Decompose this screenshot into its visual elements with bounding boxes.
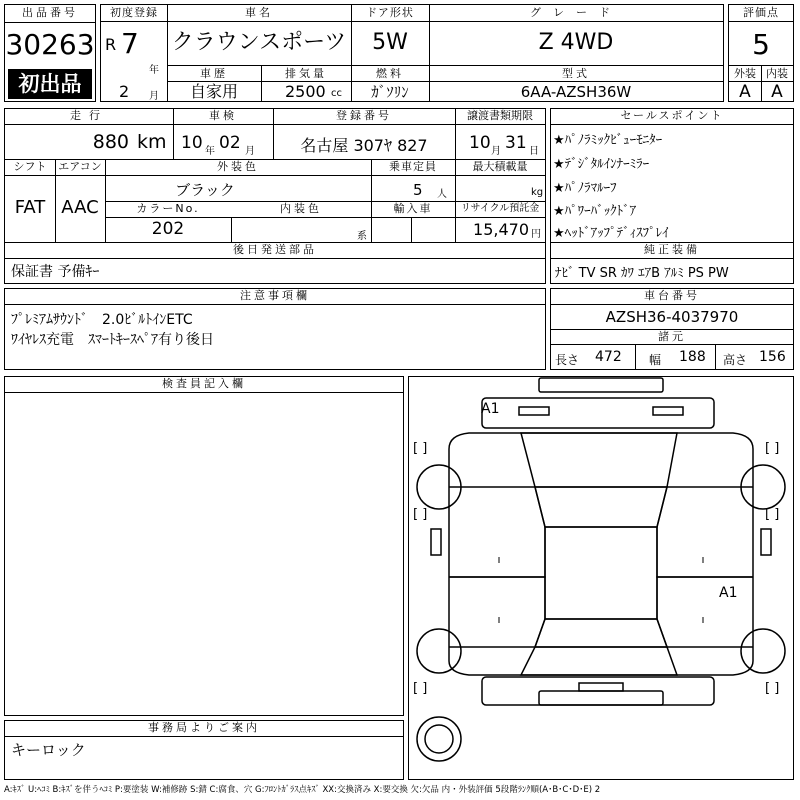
selling-point-2: ★ﾃﾞｼﾞﾀﾙｲﾝﾅｰﾐﾗｰ [553,157,650,172]
score-box [728,4,794,102]
selling-points-box [550,108,794,284]
selling-point-3: ★ﾊﾟﾉﾗﾏﾙｰﾌ [553,181,617,196]
score-value: 5 [752,28,770,61]
grade-value: Z 4WD [538,30,614,55]
inspection-month-unit: 月 [245,146,255,157]
shift-label: シフト [13,160,47,173]
first-reg-year-unit: 年 [149,65,159,76]
first-reg-month: 2 [119,82,130,101]
inspector-box [4,376,404,716]
damage-mark-a1-side: A1 [719,585,738,601]
damage-mark-a1-front: A1 [481,401,500,417]
bracket-left-mid: [ ] [413,507,428,522]
max-load-label: 最大積載量 [472,160,528,173]
length-label: 長さ [555,353,580,367]
model-label: 型式 [562,67,590,80]
transfer-day: 31 [505,133,527,153]
first-reg-month-unit: 月 [149,91,159,102]
inspection-year: 10 [181,133,203,153]
transfer-label: 譲渡書類期限 [467,109,533,122]
interior-grade-value: A [771,82,783,102]
capacity-unit: 人 [437,189,447,200]
recycle-label: リサイクル預託金 [460,203,540,214]
height-value: 156 [759,349,786,365]
bracket-right-bottom: [ ] [765,681,780,696]
recycle-value: 15,470 [473,220,529,239]
mileage-value: 880 [92,131,129,153]
chassis-label: 車台番号 [644,289,700,302]
length-value: 472 [595,349,622,365]
chassis-value: AZSH36-4037970 [605,308,739,326]
exterior-grade-value: A [739,82,751,102]
fuel-label: 燃料 [376,67,404,80]
import-label: 輸入車 [393,202,433,215]
transfer-month-unit: 月 [491,146,501,157]
inspection-label: 車検 [209,109,237,122]
details-box [4,108,546,284]
door-value: 5W [372,30,408,55]
exterior-color-label: 外装色 [217,160,259,173]
transfer-day-unit: 日 [529,146,539,157]
car-diagram-box [408,376,794,780]
recycle-unit: 円 [531,229,541,240]
width-value: 188 [679,349,706,365]
interior-color-unit: 系 [357,231,367,242]
chassis-box [550,288,794,370]
aircon-label: エアコン [58,160,102,173]
mileage-unit: km [137,131,167,153]
notes-line-2: ﾜｲﾔﾚｽ充電 ｽﾏｰﾄｷｰｽﾍﾟｱ有り後日 [11,332,214,348]
displacement-label: 排気量 [285,67,327,80]
exterior-grade-label: 外装 [734,67,756,80]
bracket-left-top: [ ] [413,441,428,456]
legend: A:ｷｽﾞ U:ﾍｺﾐ B:ｷｽﾞを伴うﾍｺﾐ P:要塗装 W:補修跡 S:錆 C:腐食、穴 G:ﾌﾛﾝﾄｶﾞﾗｽ点ｷｽﾞ XX:交換済み X:要交換 欠:欠品 内・外装評価 5段階ﾗﾝｸ順(A･B･C･D･E) 2 [4,785,601,795]
capacity-label: 乗車定員 [389,160,437,173]
mileage-label: 走行 [70,109,108,122]
model-value: 6AA-AZSH36W [520,83,632,101]
lot-box [4,4,96,102]
office-label: 事務局よりご案内 [148,721,260,734]
interior-grade-label: 内装 [766,67,788,80]
shift-value: FAT [14,197,46,218]
color-no-label: カラーNo. [136,202,200,215]
max-load-unit: kg [531,187,544,198]
selling-points-label: セールスポイント [620,109,724,122]
vehicle-info-box [100,4,724,102]
selling-point-4: ★ﾊﾟﾜｰﾊﾞｯｸﾄﾞｱ [553,204,637,219]
displacement-value: 2500 [285,82,326,101]
width-label: 幅 [649,353,662,367]
first-listing-badge: 初出品 [8,69,92,99]
office-value: キーロック [11,741,86,759]
car-name-label: 車名 [245,6,273,19]
equipment-label: 純正装備 [644,243,700,256]
registration-label: 登録番号 [336,109,392,122]
first-reg-year: 7 [121,27,139,60]
dims-label: 諸元 [658,330,686,343]
lot-label: 出品番号 [22,6,78,19]
later-parts-label: 後日発送部品 [233,243,317,256]
height-label: 高さ [723,353,748,367]
office-box [4,720,404,780]
later-parts-value: 保証書 予備ｷｰ [11,264,100,280]
grade-label: グレード [530,6,622,19]
selling-point-1: ★ﾊﾟﾉﾗﾐｯｸﾋﾞｭｰﾓﾆﾀｰ [553,133,663,148]
exterior-color-value: ブラック [175,181,235,199]
first-reg-label: 初度登録 [110,6,158,19]
notes-label: 注意事項欄 [240,289,310,302]
notes-line-1: ﾌﾟﾚﾐｱﾑｻｳﾝﾄﾞ 2.0ﾋﾞﾙﾄｲﾝETC [11,312,193,328]
inspection-month: 02 [219,133,241,153]
interior-color-label: 内装色 [280,202,322,215]
door-label: ドア形状 [366,6,414,19]
car-diagram [409,377,793,779]
displacement-unit: cc [331,88,342,99]
inspection-year-unit: 年 [205,146,215,157]
inspector-label: 検査員記入欄 [162,377,246,390]
history-value: 自家用 [189,82,238,101]
aircon-value: AAC [61,197,99,218]
capacity-value: 5 [413,181,423,199]
bracket-right-mid: [ ] [765,507,780,522]
notes-box [4,288,546,370]
bracket-left-bottom: [ ] [413,681,428,696]
color-no-value: 202 [151,219,185,239]
history-label: 車歴 [200,67,228,80]
equipment-value: ﾅﾋﾞ TV SR ｶﾜ ｴｱB ｱﾙﾐ PS PW [555,266,729,281]
selling-point-5: ★ﾍｯﾄﾞｱｯﾌﾟﾃﾞｨｽﾌﾟﾚｲ [553,226,669,241]
lot-number: 30263 [5,28,95,61]
fuel-value: ｶﾞｿﾘﾝ [371,83,409,101]
car-name-value: クラウンスポーツ [171,30,347,55]
score-label: 評価点 [743,6,779,19]
first-reg-era: R [105,35,117,54]
bracket-right-top: [ ] [765,441,780,456]
transfer-month: 10 [469,133,491,153]
registration-value: 名古屋 307ﾔ 827 [300,136,428,155]
